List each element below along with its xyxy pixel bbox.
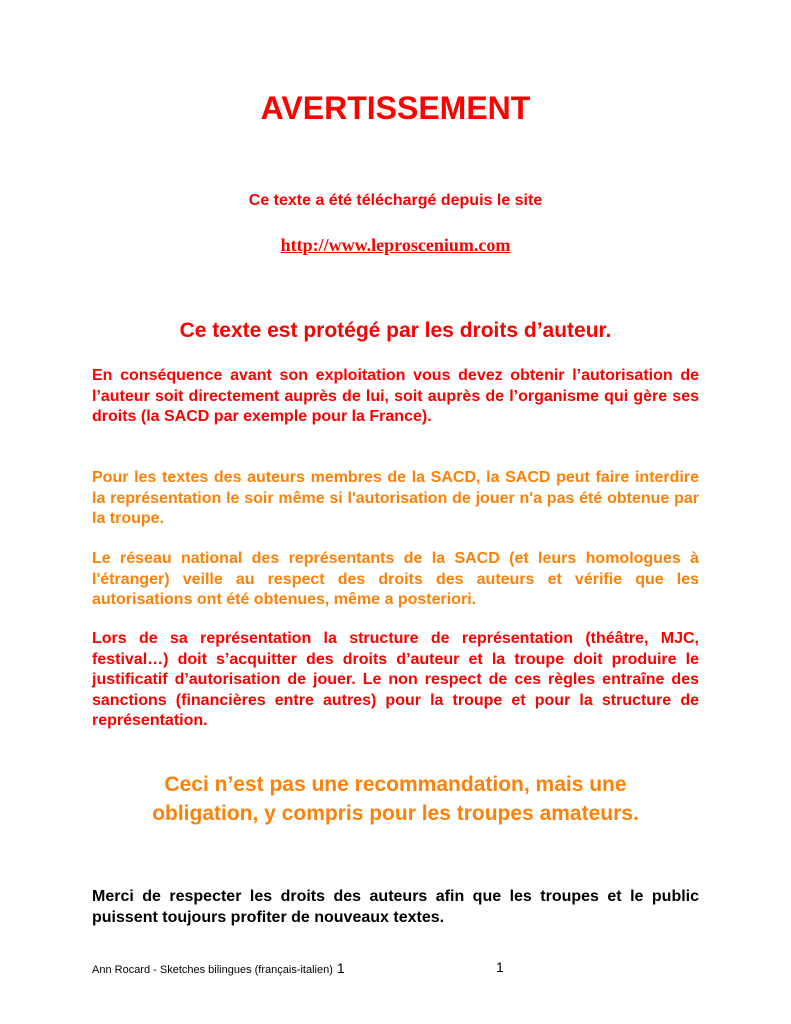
site-link[interactable]: http://www.leproscenium.com bbox=[280, 235, 511, 255]
download-notice: Ce texte a été téléchargé depuis le site bbox=[248, 192, 543, 209]
page-number: 1 bbox=[496, 959, 504, 975]
page-title: AVERTISSEMENT bbox=[260, 90, 531, 126]
obligation-notice bbox=[0, 770, 791, 828]
footer-number: 1 bbox=[336, 960, 345, 976]
copyright-heading: Ce texte est protégé par les droits d’auteur. bbox=[179, 319, 612, 342]
closing-thanks: Merci de respecter les droits des auteurs afin que les troupes et le public puissent toujours profiter de nouveaux textes. bbox=[92, 888, 699, 926]
footer-text: Ann Rocard - Sketches bilingues (français-italien) bbox=[92, 964, 333, 976]
obligation-line-1: Ceci n’est pas une recommandation, mais une bbox=[164, 773, 627, 796]
paragraph-performance-rights: Lors de sa représentation la structure de représentation (théâtre, MJC, festival…) doit s’acquitter des droits d’auteur et la troupe doit produire le justificatif d’autorisation de jouer. Le non respect de ces règles entraîne des sanctions (financières entre autres) pour la troupe et pour la structure de représentation. bbox=[92, 630, 699, 729]
paragraph-authorization: En conséquence avant son exploitation vous devez obtenir l’autorisation de l’auteur soit directement auprès de lui, soit auprès de l’organisme qui gère ses droits (la SACD par exemple pour la France). bbox=[92, 367, 699, 425]
site-link-line bbox=[0, 234, 791, 256]
paragraph-sacd-network: Le réseau national des représentants de la SACD (et leurs homologues à l'étranger) veille au respect des droits des auteurs et vérifie que les autorisations ont été obtenues, même a posteriori. bbox=[92, 550, 699, 608]
obligation-line-2: obligation, y compris pour les troupes amateurs. bbox=[152, 802, 639, 825]
page-footer bbox=[92, 960, 345, 978]
paragraph-sacd-members: Pour les textes des auteurs membres de la SACD, la SACD peut faire interdire la représentation le soir même si l'autorisation de jouer n'a pas été obtenue par la troupe. bbox=[92, 469, 699, 527]
